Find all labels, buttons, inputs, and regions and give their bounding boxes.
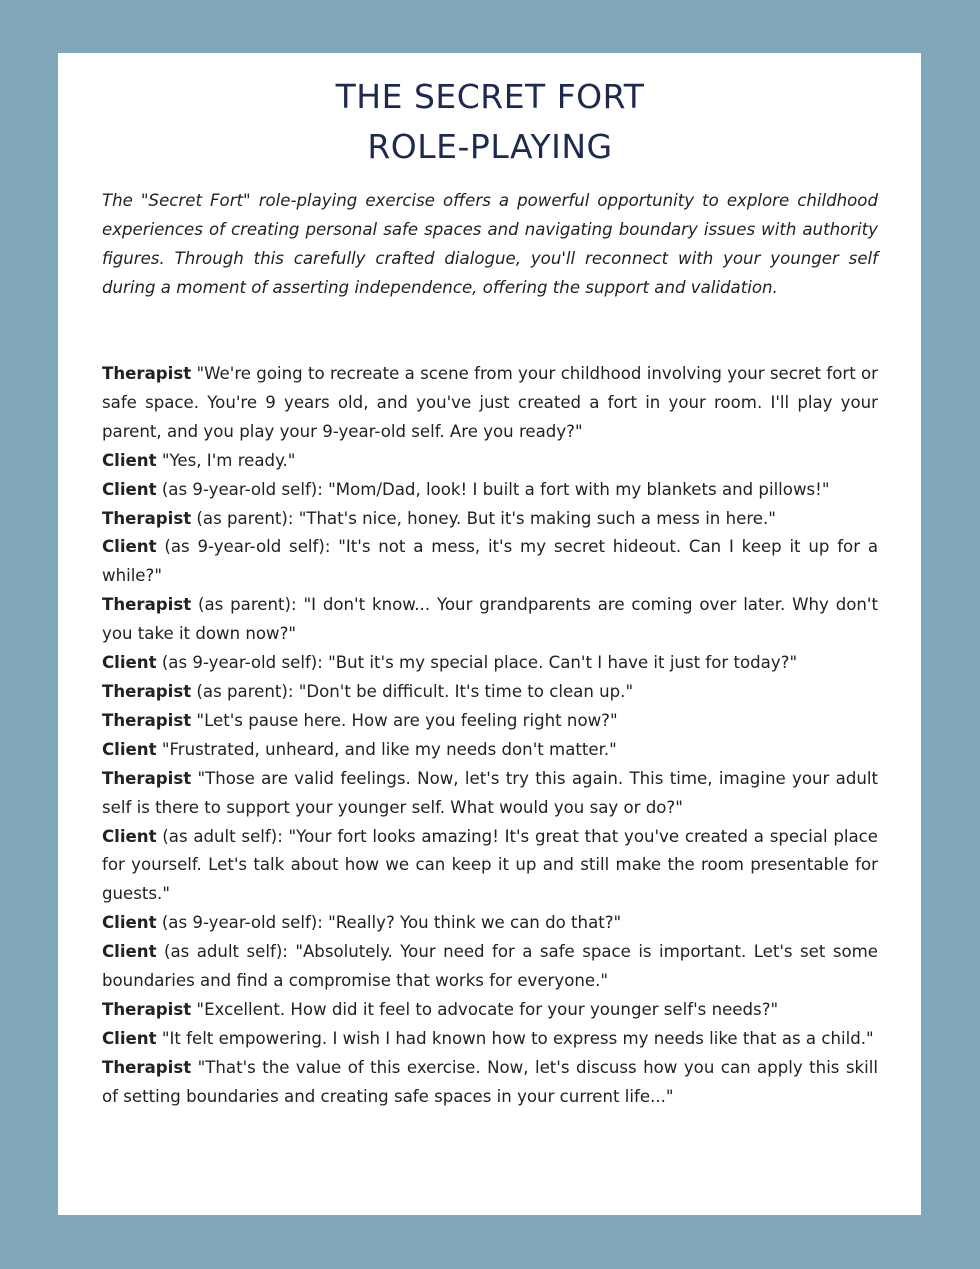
dialogue-line [102,505,878,534]
speaker-label: Therapist [102,681,192,701]
dialogue-text: "It felt empowering. I wish I had known how to express my needs like that as a child." [156,1028,874,1048]
dialogue-text: (as adult self): "Absolutely. Your need for a safe space is important. Let's set some boundaries and find a compromise that works for everyone." [102,942,878,991]
page-title [0,72,980,172]
speaker-label: Therapist [102,999,192,1019]
dialogue-line [102,765,878,823]
dialogue-text: (as 9-year-old self): "It's not a mess, it's my secret hideout. Can I keep it up for a while?" [102,537,878,586]
speaker-label: Client [102,537,157,557]
dialogue-line [102,707,878,736]
dialogue-line [102,909,878,938]
speaker-label: Therapist [102,768,192,788]
dialogue-line [102,996,878,1025]
speaker-label: Client [102,913,157,933]
dialogue-text: (as parent): "I don't know... Your grandparents are coming over later. Why don't you take it down now?" [102,595,878,644]
speaker-label: Client [102,1028,157,1048]
title-line-1: THE SECRET FORT [335,77,645,116]
dialogue-text: (as 9-year-old self): "Really? You think we can do that?" [156,913,622,933]
dialogue-text: "Those are valid feelings. Now, let's try this again. This time, imagine your adult self is there to support your younger self. What would you say or do?" [102,768,878,817]
dialogue-text: (as parent): "That's nice, honey. But it's making such a mess in here." [191,508,776,528]
speaker-label: Client [102,942,157,962]
dialogue-text: (as parent): "Don't be difficult. It's time to clean up." [191,681,634,701]
intro-paragraph: The "Secret Fort" role-playing exercise offers a powerful opportunity to explore childhood experiences of creating personal safe spaces and navigating boundary issues with authority figures. Through this carefully crafted dialogue, you'll reconnect with your younger self during a moment of asserting independence, offering the support and validation. [102,191,878,297]
speaker-label: Therapist [102,595,192,615]
speaker-label: Client [102,653,157,673]
dialogue-line [102,591,878,649]
dialogue-line [102,533,878,591]
dialogue-text: (as 9-year-old self): "But it's my special place. Can't I have it just for today?" [156,653,798,673]
title-line-2: ROLE-PLAYING [367,127,613,166]
dialogue-line [102,360,878,447]
speaker-label: Client [102,739,157,759]
dialogue-line [102,678,878,707]
dialogue-text: "We're going to recreate a scene from your childhood involving your secret fort or safe space. You're 9 years old, and you've just created a fort in your room. I'll play your parent, and you play your 9-year-old self. Are you ready?" [102,364,878,441]
dialogue-text: (as 9-year-old self): "Mom/Dad, look! I built a fort with my blankets and pillows!" [156,479,830,499]
dialogue-text: "Frustrated, unheard, and like my needs don't matter." [156,739,617,759]
dialogue-line [102,476,878,505]
dialogue-line [102,649,878,678]
speaker-label: Client [102,450,157,470]
speaker-label: Therapist [102,508,192,528]
speaker-label: Therapist [102,364,192,383]
dialogue-line [102,938,878,996]
speaker-label: Client [102,826,157,846]
speaker-label: Therapist [102,710,192,730]
dialogue-line [102,1025,878,1054]
dialogue-text: (as adult self): "Your fort looks amazing! It's great that you've created a special place for yourself. Let's talk about how we can keep it up and still make the room presentable for guests." [102,826,878,904]
dialogue-line [102,447,878,476]
dialogue-line [102,1054,878,1112]
dialogue-line [102,823,878,910]
speaker-label: Client [102,479,157,499]
dialogue-list [102,360,878,1112]
dialogue-text: "That's the value of this exercise. Now, let's discuss how you can apply this skill of setting boundaries and creating safe spaces in your current life..." [102,1057,878,1106]
speaker-label: Therapist [102,1057,192,1077]
dialogue-text: "Yes, I'm ready." [156,450,296,470]
dialogue-line [102,736,878,765]
dialogue-text: "Let's pause here. How are you feeling right now?" [191,710,618,730]
dialogue-text: "Excellent. How did it feel to advocate for your younger self's needs?" [191,999,779,1019]
